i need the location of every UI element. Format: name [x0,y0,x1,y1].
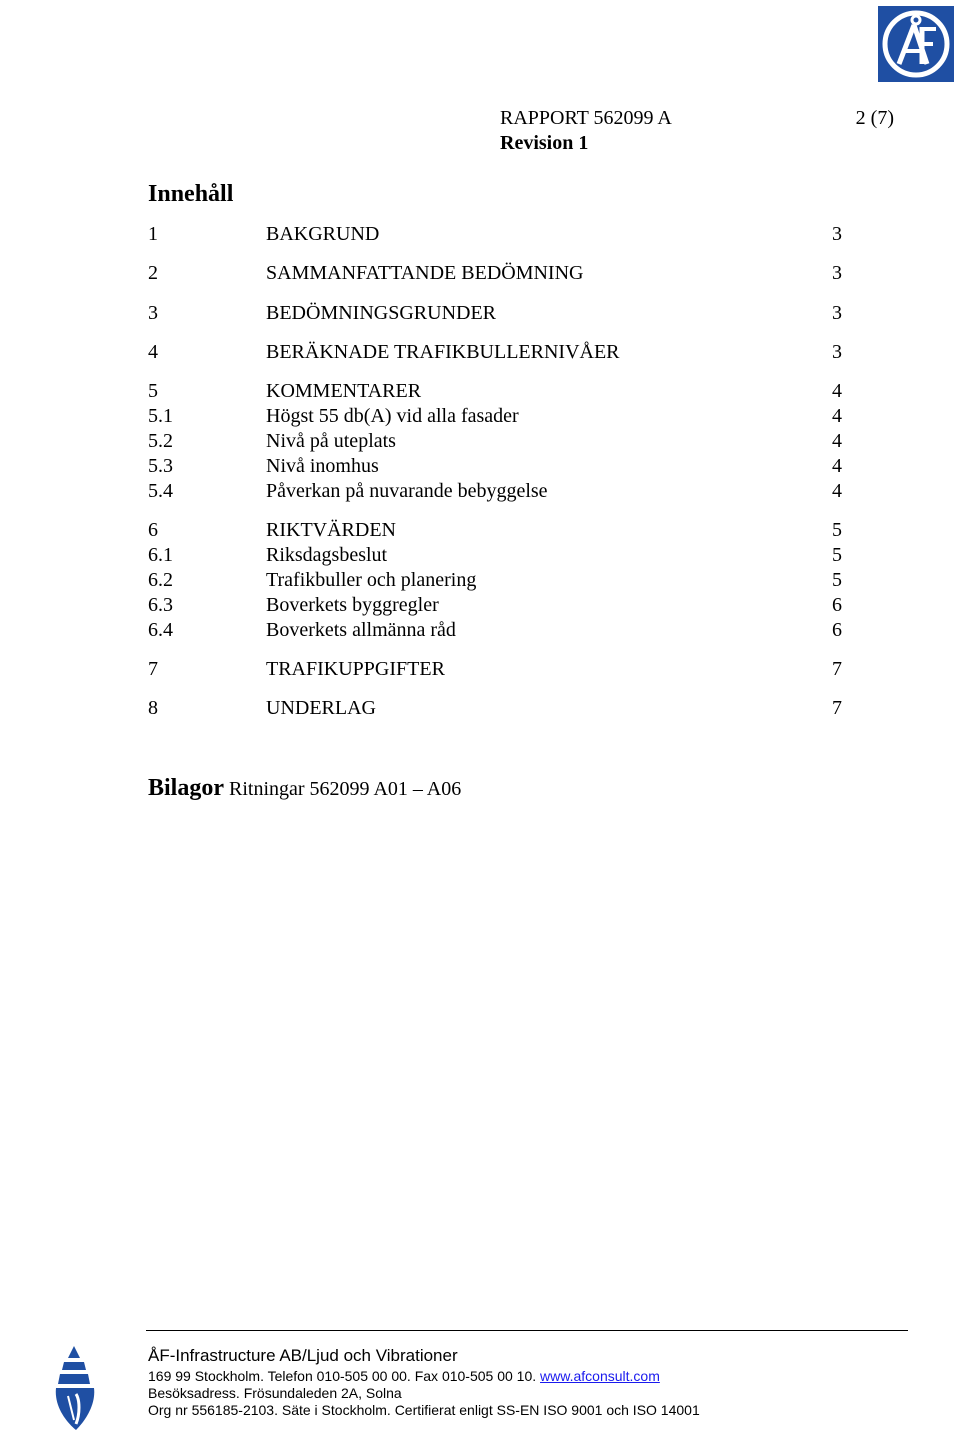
toc-entry-title: Påverkan på nuvarande bebyggelse [266,480,548,502]
toc-entry-page: 4 [832,480,842,502]
revision: Revision 1 [500,132,589,154]
toc-entry[interactable] [148,593,842,618]
toc-entry-page: 4 [832,430,842,452]
toc-entry-page: 4 [832,380,842,402]
appendices-text: Ritningar 562099 A01 – A06 [229,778,462,800]
toc-entry-number: 4 [148,341,158,363]
toc-entry-number: 5.2 [148,430,173,452]
toc-entry[interactable] [148,568,842,593]
footer-divider [146,1330,908,1331]
toc-entry-number: 8 [148,697,158,719]
shell-icon [50,1344,102,1432]
toc-entry-number: 5 [148,380,158,402]
toc-entry[interactable] [148,261,842,286]
toc-entry-page: 4 [832,405,842,427]
report-number: RAPPORT 562099 A [500,107,672,129]
toc-entry-number: 6.4 [148,619,173,641]
toc-entry-page: 6 [832,594,842,616]
toc-entry-title: Boverkets byggregler [266,594,439,616]
footer-contact-line [148,1368,700,1385]
toc-entry[interactable] [148,543,842,568]
af-logo-icon [878,6,954,82]
toc-entry-page: 4 [832,455,842,477]
report-header [500,106,894,156]
toc-entry-page: 6 [832,619,842,641]
toc-entry-page: 5 [832,519,842,541]
footer-company: ÅF-Infrastructure AB/Ljud och Vibrationer [148,1346,458,1365]
toc-entry-page: 7 [832,697,842,719]
toc-entry-title: BEDÖMNINGSGRUNDER [266,302,497,324]
toc-entry[interactable] [148,340,842,365]
toc-entry-title: BERÄKNADE TRAFIKBULLERNIVÅER [266,341,620,363]
toc-entry-number: 2 [148,262,158,284]
toc-entry-number: 5.4 [148,480,173,502]
footer [148,1344,700,1419]
af-logo [878,6,954,82]
toc-entry-number: 1 [148,223,158,245]
toc-entry-number: 5.3 [148,455,173,477]
appendices-label: Bilagor [148,775,224,801]
toc-entry[interactable] [148,618,842,643]
toc-entry[interactable] [148,454,842,479]
toc-entry-number: 5.1 [148,405,173,427]
toc-entry-number: 3 [148,302,158,324]
toc-entry-number: 6 [148,519,158,541]
toc-entry-title: RIKTVÄRDEN [266,519,396,541]
toc-entry[interactable] [148,222,842,247]
toc-entry-title: Riksdagsbeslut [266,544,388,566]
toc-entry-title: SAMMANFATTANDE BEDÖMNING [266,262,584,284]
toc-entry-page: 7 [832,658,842,680]
page-number: 2 (7) [855,107,894,129]
toc-entry-page: 3 [832,262,842,284]
footer-website-link[interactable]: www.afconsult.com [540,1368,660,1384]
toc-entry-number: 6.1 [148,544,173,566]
toc-entry-page: 3 [832,223,842,245]
toc-entry-number: 7 [148,658,158,680]
toc-entry-page: 3 [832,302,842,324]
toc-entry[interactable] [148,518,842,543]
toc-entry[interactable] [148,479,842,504]
toc-entry-page: 3 [832,341,842,363]
toc-entry-number: 6.2 [148,569,173,591]
toc-entry[interactable] [148,657,842,682]
toc-entry-title: KOMMENTARER [266,380,422,402]
toc-entry-page: 5 [832,544,842,566]
toc-entry-title: Högst 55 db(A) vid alla fasader [266,405,519,427]
appendices [148,775,461,802]
toc-entry[interactable] [148,429,842,454]
toc-title: Innehåll [148,181,234,207]
toc-entry-number: 6.3 [148,594,173,616]
toc-entry-title: TRAFIKUPPGIFTER [266,658,445,680]
toc-entry[interactable] [148,379,842,404]
footer-contact: 169 99 Stockholm. Telefon 010-505 00 00. Fax 010-505 00 10. [148,1368,537,1384]
toc-entry[interactable] [148,301,842,326]
toc-entry-title: Nivå inomhus [266,455,379,477]
footer-address: Besöksadress. Frösundaleden 2A, Solna [148,1385,402,1401]
toc-entry-title: Trafikbuller och planering [266,569,477,591]
toc-entry[interactable] [148,404,842,429]
toc-entry-title: Boverkets allmänna råd [266,619,456,641]
toc-entry[interactable] [148,696,842,721]
toc-entry-title: Nivå på uteplats [266,430,396,452]
toc-entry-title: UNDERLAG [266,697,376,719]
toc-entry-title: BAKGRUND [266,223,380,245]
footer-org: Org nr 556185-2103. Säte i Stockholm. Certifierat enligt SS-EN ISO 9001 och ISO 14001 [148,1402,700,1418]
toc-entry-page: 5 [832,569,842,591]
